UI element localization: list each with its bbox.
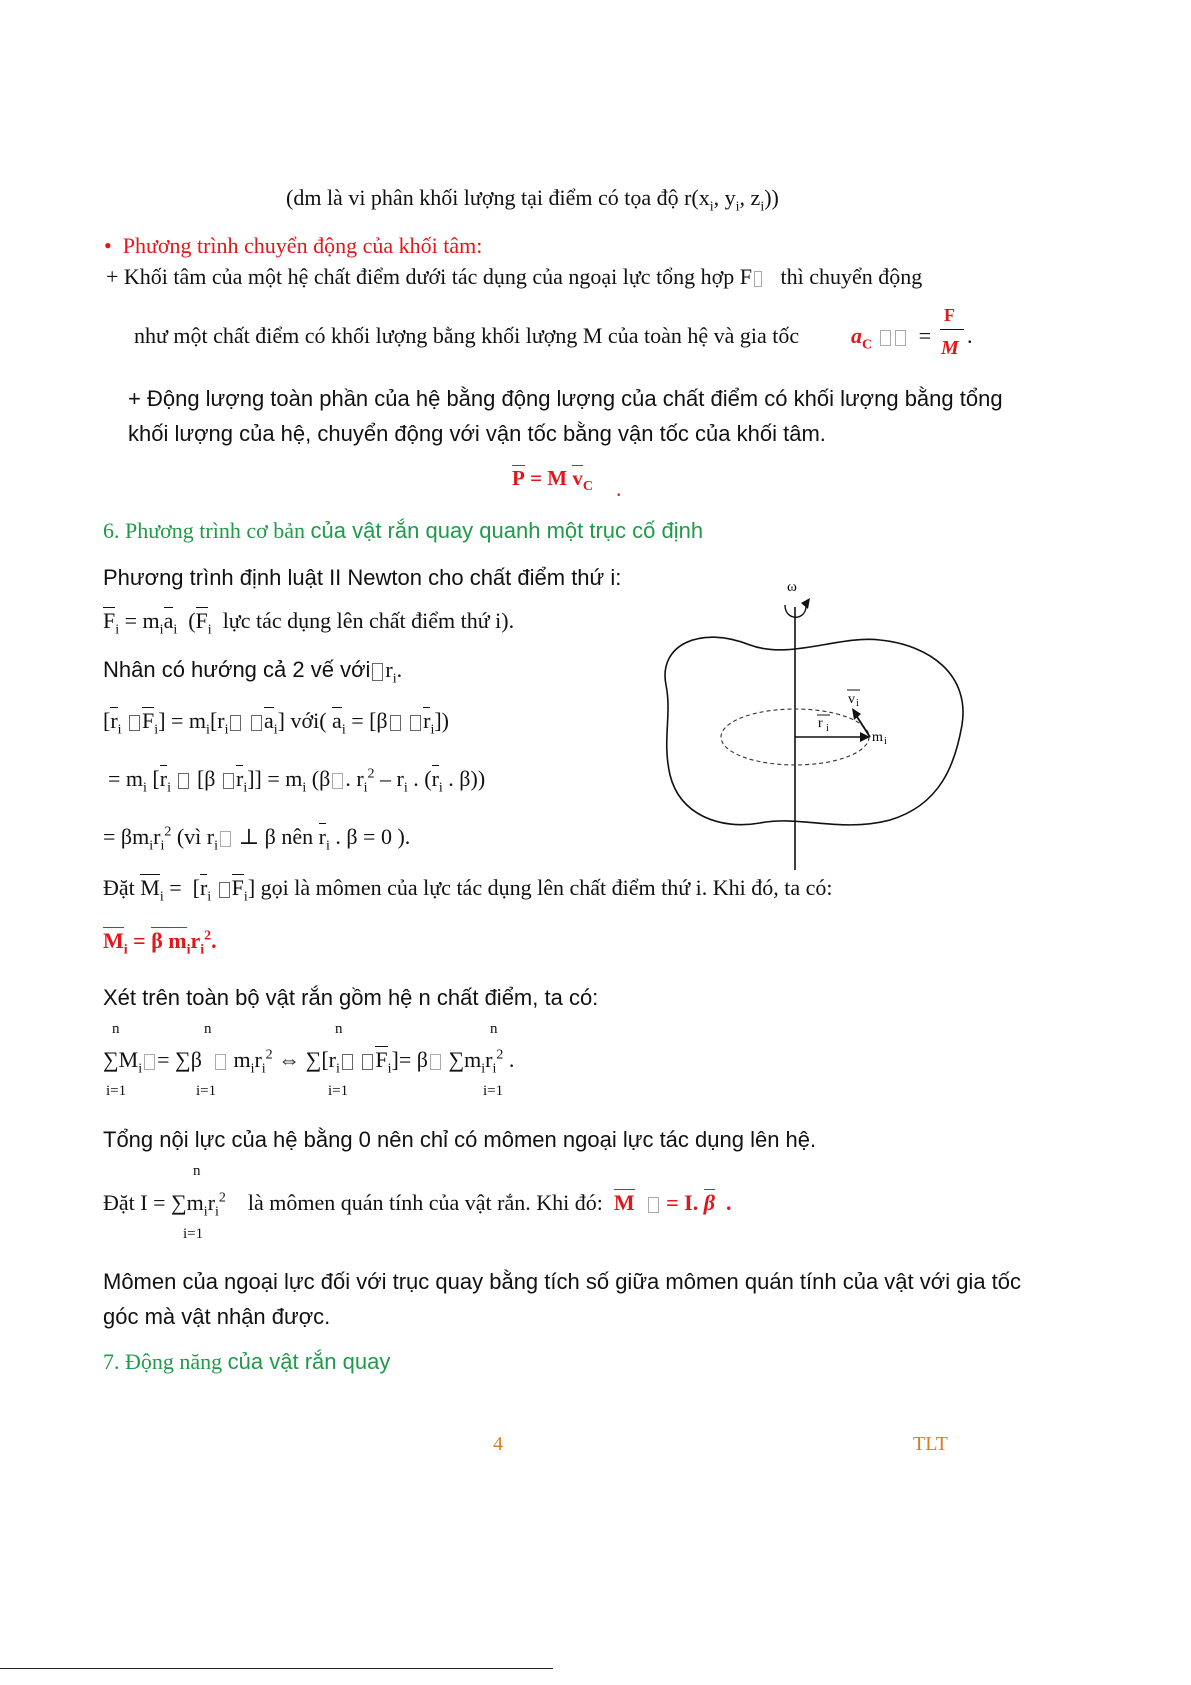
cross-multiply-line: Nhân có hướng cả 2 vế với $r_i$. xyxy=(103,657,403,687)
mass-label-sub: i xyxy=(884,736,887,747)
internal-forces-note: Tổng nội lực của hệ bằng 0 nên chỉ có mômen ngoại lực tác dụng lên hệ. xyxy=(103,1127,817,1152)
fraction-numerator: F xyxy=(944,305,955,325)
center-of-mass-line2: như một chất điểm có khối lượng bằng khối lượng M của toàn hệ và gia tốc xyxy=(134,323,800,348)
sum-limit-i1: i=1 xyxy=(106,1083,127,1099)
rigid-body-diagram xyxy=(640,575,980,875)
momentum-formula: P = M $v_C$ xyxy=(512,466,593,495)
sum-limit-i1: i=1 xyxy=(196,1083,217,1099)
mass-label: m xyxy=(872,730,883,745)
moment-of-inertia-definition: Đặt $I = \sum m_ir_i^2$ là mômen quán tính của vật rắn. Khi đó: M = I. β . xyxy=(103,1190,732,1220)
formula-dot: . xyxy=(616,476,622,501)
footnote-divider xyxy=(0,1668,553,1669)
torque-derivation-2: = $m_i$ [$r_i$ [β $r_i]] = m_i$ (β . $r_i^2 - r_i$ . ($r_i$ . β)) xyxy=(108,766,486,796)
radius-label: r xyxy=(818,716,823,731)
whole-body-intro: Xét trên toàn bộ vật rắn gồm hệ n chất điểm, ta có: xyxy=(103,985,599,1010)
velocity-arrowhead xyxy=(852,708,861,720)
sum-limit-i1: i=1 xyxy=(483,1083,504,1099)
moment-statement-1: Mômen của ngoại lực đối với trục quay bằng tích số giữa mômen quán tính của vật với gia tốc xyxy=(103,1269,1022,1294)
section-6-heading: 6. Phương trình cơ bản của vật rắn quay quanh một trục cố định xyxy=(103,518,704,543)
rigid-body-outline xyxy=(665,637,963,825)
footer-author: TLT xyxy=(913,1433,948,1455)
torque-definition: Đặt $M_i = [r_i$ $F_i$] gọi là mômen của lực tác dụng lên chất điểm thứ i. Khi đó, ta có: xyxy=(103,875,833,905)
section-7-heading: 7. Động năng của vật rắn quay xyxy=(103,1349,391,1374)
acceleration-formula: $a_C$ = xyxy=(851,323,932,353)
center-of-mass-line1: + Khối tâm của một hệ chất điểm dưới tác dụng của ngoại lực tổng hợp F thì chuyển động xyxy=(106,264,923,289)
dm-note: (dm là vi phân khối lượng tại điểm có tọa độ $r(x_i$, $y_i$, $z_i$)) xyxy=(286,185,779,215)
sum-limit-n: n xyxy=(112,1021,120,1037)
omega-label: ω xyxy=(787,579,797,595)
momentum-line1: + Động lượng toàn phần của hệ bằng động lượng của chất điểm có khối lượng bằng tổng xyxy=(128,386,1003,411)
torque-derivation-3: = $\beta m_ir_i^2$ (vì $r_i$ ⊥ β nên $r_i$ . β = 0 ). xyxy=(103,824,411,854)
fraction-denominator: M xyxy=(941,337,959,359)
velocity-label: v xyxy=(848,692,855,707)
newton-equation: $F_i = m_ia_i$ ($F_i$ lực tác dụng lên chất điểm thứ i). xyxy=(103,608,515,638)
moment-statement-2: góc mà vật nhận được. xyxy=(103,1304,331,1329)
sum-limit-n: n xyxy=(490,1021,498,1037)
momentum-line2: khối lượng của hệ, chuyển động với vận tốc bằng vận tốc của khối tâm. xyxy=(128,421,826,446)
sum-limit-n: n xyxy=(335,1021,343,1037)
period: . xyxy=(967,323,973,348)
inertia-sum-i1: i=1 xyxy=(183,1226,204,1242)
bullet-center-of-mass-heading: • Phương trình chuyển động của khối tâm: xyxy=(104,233,483,258)
inertia-sum-n: n xyxy=(193,1163,201,1179)
bullet-dot: • xyxy=(104,233,123,258)
sum-limit-i1: i=1 xyxy=(328,1083,349,1099)
summation-equation: $\sum M_i = \sum\beta$ $m_ir_i^2$ ⇔ $\sum[r_i$ $F_i]= \beta$ $\sum m_ir_i^2$ . xyxy=(103,1047,515,1077)
torque-derivation-1: [$r_i$ $F_i] = m_i[r_i$ $a_i$] với( $a_i = [\beta$ $r_i$]) xyxy=(103,708,450,738)
radius-label-sub: i xyxy=(826,723,829,734)
page-number: 4 xyxy=(493,1433,503,1455)
newton-intro: Phương trình định luật II Newton cho chất điểm thứ i: xyxy=(103,565,622,590)
velocity-label-sub: i xyxy=(856,698,859,709)
fraction-bar xyxy=(940,329,964,330)
sum-limit-n: n xyxy=(204,1021,212,1037)
torque-result: $M_i = \beta$ $m_ir_i^2$. xyxy=(103,928,217,958)
